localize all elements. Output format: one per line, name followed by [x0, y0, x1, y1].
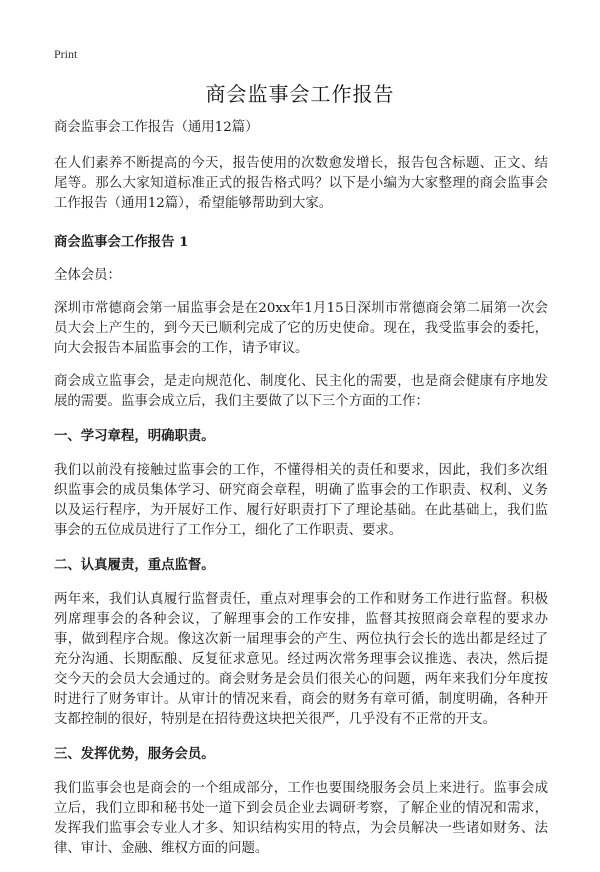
document-body — [54, 118, 548, 872]
document-subtitle: 商会监事会工作报告（通用12篇） — [54, 120, 259, 135]
subheading-3: 三、发挥优势，服务会员。 — [54, 746, 215, 762]
print-link[interactable]: Print — [54, 47, 78, 61]
body-paragraph-3: 我们以前没有接触过监事会的工作，不懂得相关的责任和要求，因此，我们多次组织监事会的成员集体学习、研究商会章程，明确了监事会的工作职责、权利、义务以及运行程序，为开展好工作、履行好职责打下了理论基础。在此基础上，我们监事会的五位成员进行了工作分工，细化了工作职责、要求。 — [54, 463, 548, 538]
body-paragraph-2: 商会成立监事会，是走向规范化、制度化、民主化的需要，也是商会健康有序地发展的需要。监事会成立后，我们主要做了以下三个方面的工作： — [54, 374, 548, 409]
section-heading: 商会监事会工作报告 1 — [54, 234, 189, 250]
subheading-1: 一、学习章程，明确职责。 — [54, 428, 215, 444]
subheading-2: 二、认真履责，重点监督。 — [54, 557, 215, 573]
salutation: 全体会员： — [54, 268, 121, 283]
body-paragraph-5: 我们监事会也是商会的一个组成部分，工作也要围绕服务会员上来进行。监事会成立后，我们立即和秘书处一道下到会员企业去调研考察，了解企业的情况和需求，发挥我们监事会专业人才多、知识结构实用的特点，为会员解决一些诸如财务、法律、审计、金融、维权方面的问题。 — [54, 781, 548, 856]
body-paragraph-4: 两年来，我们认真履行监督责任，重点对理事会的工作和财务工作进行监督。积极列席理事会的各种会议，了解理事会的工作安排，监督其按照商会章程的要求办事，做到程序合规。像这次新一届理事会的产生、两位执行会长的选出都是经过了充分沟通、长期酝酿、反复征求意见。经过两次常务理事会议推选、表决，然后提交今天的会员大会通过的。商会财务是会员们很关心的问题，两年来我们分年度按时进行了财务审计。从审计的情况来看，商会的财务有章可循，制度明确，各种开支都控制的很好，特别是在招待费这块把关很严，几乎没有不正常的开支。 — [54, 592, 548, 727]
body-paragraph-1: 深圳市常德商会第一届监事会是在20xx年1月15日深圳市常德商会第二届第一次会员大会上产生的，到今天已顺利完成了它的历史使命。现在，我受监事会的委托，向大会报告本届监事会的工作，请予审议。 — [54, 301, 548, 356]
page-title: 商会监事会工作报告 — [205, 82, 395, 106]
intro-paragraph: 在人们素养不断提高的今天，报告使用的次数愈发增长，报告包含标题、正文、结尾等。那么大家知道标准正式的报告格式吗？以下是小编为大家整理的商会监事会工作报告（通用12篇），希望能够帮助到大家。 — [54, 156, 548, 211]
